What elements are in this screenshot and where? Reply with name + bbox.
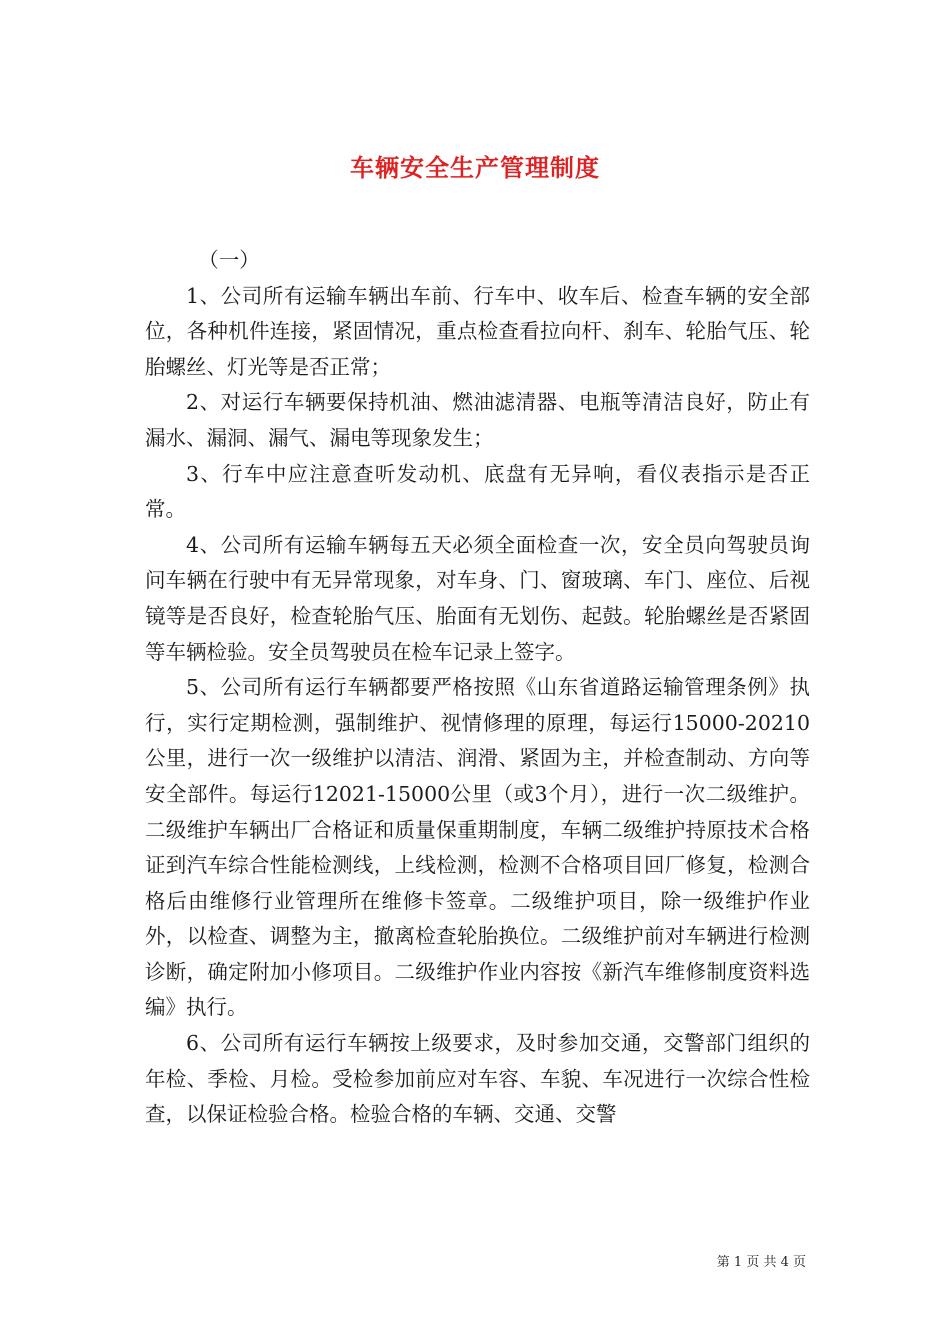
paragraph-3: 3、行车中应注意查听发动机、底盘有无异响，看仪表指示是否正常。: [145, 461, 810, 522]
paragraph-1: 1、公司所有运输车辆出车前、行车中、收车后、检查车辆的安全部位，各种机件连接，紧固情况，重点检查看拉向杆、刹车、轮胎气压、轮胎螺丝、灯光等是否正常；: [145, 283, 810, 379]
paragraph-5: 5、公司所有运行车辆都要严格按照《山东省道路运输管理条例》执行，实行定期检测，强制维护、视情修理的原理，每运行15000-20210公里，进行一次一级维护以清洁、润滑、紧固为主，并检查制动、方向等安全部件。每运行12021-15000公里（或3个月），进行一次二级维护。二级维护车辆出厂合格证和质量保重期制度，车辆二级维护持原技术合格证到汽车综合性能检测线，上线检测，检测不合格项目回厂修复，检测合格后由维修行业管理所在维修卡签章。二级维护项目，除一级维护作业外，以检查、调整为主，撤离检查轮胎换位。二级维护前对车辆进行检测诊断，确定附加小修项目。二级维护作业内容按《新汽车维修制度资料选编》执行。: [145, 675, 810, 1020]
document-title: 车辆安全生产管理制度: [350, 153, 600, 183]
paragraph-2: 2、对运行车辆要保持机油、燃油滤清器、电瓶等清洁良好，防止有漏水、漏洞、漏气、漏电等现象发生；: [145, 390, 810, 450]
page-number-footer: 第 1 页 共 4 页: [716, 1255, 806, 1270]
paragraph-4: 4、公司所有运输车辆每五天必须全面检查一次，安全员向驾驶员询问车辆在行驶中有无异常现象，对车身、门、窗玻璃、车门、座位、后视镜等是否良好，检查轮胎气压、胎面有无划伤、起鼓。轮胎螺丝是否紧固等车辆检验。安全员驾驶员在检车记录上签字。: [145, 532, 810, 664]
paragraph-6: 6、公司所有运行车辆按上级要求，及时参加交通，交警部门组织的年检、季检、月检。受检参加前应对车容、车貌、车况进行一次综合性检查，以保证检验合格。检验合格的车辆、交通、交警: [145, 1031, 810, 1127]
document-body: [145, 243, 810, 1133]
section-label: （一）: [198, 248, 260, 272]
